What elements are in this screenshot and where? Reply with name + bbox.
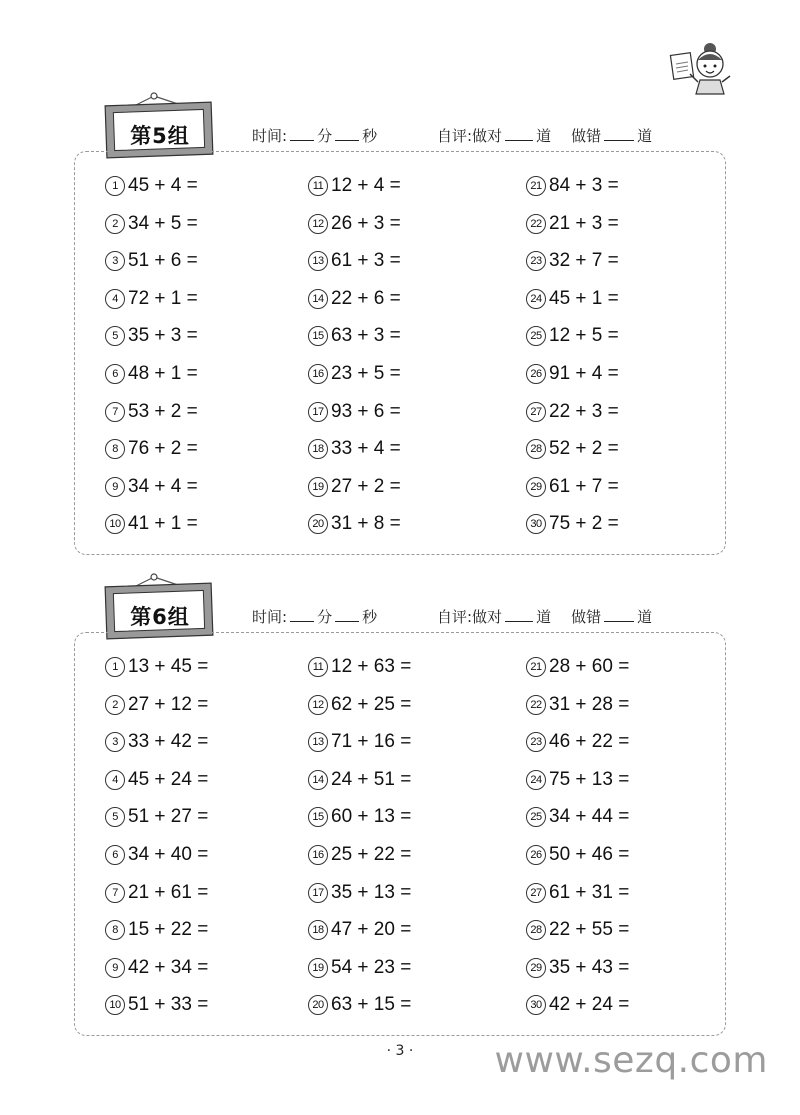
problem-number: 26 — [526, 364, 546, 384]
problem-expression: 12 + 4 = — [331, 175, 401, 196]
problem-number: 8 — [105, 439, 125, 459]
problem-expression: 51 + 27 = — [128, 806, 209, 828]
problem-item — [526, 653, 629, 681]
problem-expression: 48 + 1 = — [128, 363, 198, 384]
problem-item — [105, 954, 208, 982]
group-title-frame — [104, 90, 216, 160]
problem-expression: 31 + 28 = — [549, 693, 630, 715]
problem-item — [308, 285, 401, 313]
problem-expression: 72 + 1 = — [128, 287, 198, 309]
problem-item — [105, 360, 198, 388]
problem-number: 6 — [105, 364, 125, 384]
problem-item — [105, 285, 198, 313]
problem-number: 1 — [105, 657, 125, 677]
problem-expression: 54 + 23 = — [331, 956, 412, 978]
problem-item — [308, 766, 411, 794]
problem-item — [308, 841, 411, 869]
problem-number: 23 — [526, 251, 546, 271]
self-evaluation: 自评:做对 道 做错 道 — [437, 127, 653, 145]
problem-expression: 22 + 6 = — [331, 287, 401, 309]
problem-number: 5 — [105, 807, 125, 827]
problem-number: 28 — [526, 920, 546, 940]
problem-expression: 27 + 12 = — [128, 693, 209, 715]
wrong-count-blank[interactable] — [604, 607, 634, 622]
problem-expression: 52 + 2 = — [549, 438, 619, 460]
problem-expression: 21 + 3 = — [549, 212, 619, 234]
girl-holding-paper-icon — [668, 40, 734, 100]
problem-item — [105, 841, 208, 869]
problem-number: 24 — [526, 289, 546, 309]
problem-number: 26 — [526, 845, 546, 865]
problem-item — [526, 285, 619, 313]
problem-expression: 34 + 40 = — [128, 844, 209, 865]
problem-expression: 35 + 13 = — [331, 881, 412, 903]
problem-expression: 53 + 2 = — [128, 400, 198, 422]
problem-number: 30 — [526, 514, 546, 534]
problem-number: 9 — [105, 958, 125, 978]
problem-number: 10 — [105, 514, 125, 534]
problem-item — [308, 510, 401, 538]
problem-expression: 27 + 2 = — [331, 475, 401, 497]
problem-expression: 34 + 44 = — [549, 806, 630, 828]
problem-number: 20 — [308, 995, 328, 1015]
problem-box — [74, 151, 726, 555]
problem-number: 20 — [308, 514, 328, 534]
minutes-blank[interactable] — [290, 126, 314, 141]
problem-item — [526, 879, 629, 907]
problem-number: 5 — [105, 326, 125, 346]
problem-item — [526, 435, 619, 463]
problem-number: 19 — [308, 477, 328, 497]
problem-expression: 35 + 3 = — [128, 325, 198, 347]
problem-number: 18 — [308, 920, 328, 940]
problem-expression: 31 + 8 = — [331, 513, 401, 535]
problem-expression: 62 + 25 = — [331, 693, 412, 715]
problem-expression: 24 + 51 = — [331, 768, 412, 790]
problem-item — [526, 841, 629, 869]
problem-expression: 63 + 3 = — [331, 325, 401, 347]
problem-number: 27 — [526, 883, 546, 903]
problem-number: 7 — [105, 402, 125, 422]
problem-number: 7 — [105, 883, 125, 903]
problem-item — [526, 322, 619, 350]
problem-item — [105, 728, 208, 756]
problem-number: 15 — [308, 326, 328, 346]
problem-number: 16 — [308, 364, 328, 384]
self-evaluation: 自评:做对 道 做错 道 — [437, 608, 653, 626]
problem-number: 2 — [105, 695, 125, 715]
problem-expression: 23 + 5 = — [331, 363, 401, 384]
problem-number: 30 — [526, 995, 546, 1015]
problem-item — [105, 766, 208, 794]
watermark: www.sezq.com — [494, 1040, 768, 1081]
minutes-blank[interactable] — [290, 607, 314, 622]
problem-item — [526, 510, 619, 538]
problem-item — [526, 247, 619, 275]
group-title: 第6组 — [130, 605, 190, 629]
problem-number: 14 — [308, 289, 328, 309]
problem-number: 18 — [308, 439, 328, 459]
problem-number: 21 — [526, 176, 546, 196]
problem-expression: 93 + 6 = — [331, 400, 401, 422]
problem-expression: 25 + 22 = — [331, 844, 412, 865]
problem-item — [526, 803, 629, 831]
problem-number: 17 — [308, 402, 328, 422]
problem-item — [105, 322, 198, 350]
problem-number: 13 — [308, 732, 328, 752]
problem-number: 16 — [308, 845, 328, 865]
problem-item — [526, 991, 629, 1019]
problem-expression: 21 + 61 = — [128, 881, 209, 903]
problem-expression: 51 + 6 = — [128, 250, 198, 272]
problem-number: 3 — [105, 732, 125, 752]
problem-expression: 42 + 24 = — [549, 994, 630, 1016]
problem-item — [526, 210, 619, 238]
problem-item — [526, 954, 629, 982]
problem-expression: 42 + 34 = — [128, 956, 209, 978]
problem-number: 8 — [105, 920, 125, 940]
problem-number: 22 — [526, 214, 546, 234]
problem-item — [105, 435, 198, 463]
problem-number: 3 — [105, 251, 125, 271]
problem-expression: 15 + 22 = — [128, 919, 209, 941]
time-record: 时间: 分 秒 — [252, 127, 378, 145]
problem-item — [308, 879, 411, 907]
problem-item — [308, 991, 411, 1019]
problem-number: 28 — [526, 439, 546, 459]
problem-number: 24 — [526, 770, 546, 790]
page-number: · 3 · — [386, 1043, 414, 1059]
problem-number: 21 — [526, 657, 546, 677]
problem-expression: 22 + 55 = — [549, 919, 630, 941]
problem-number: 12 — [308, 695, 328, 715]
seconds-blank[interactable] — [335, 126, 359, 141]
problem-item — [308, 653, 411, 681]
problem-item — [526, 766, 629, 794]
problem-number: 19 — [308, 958, 328, 978]
problem-number: 12 — [308, 214, 328, 234]
problem-expression: 33 + 42 = — [128, 731, 209, 753]
problem-expression: 63 + 15 = — [331, 994, 412, 1016]
problem-expression: 75 + 2 = — [549, 513, 619, 535]
problem-item — [308, 435, 401, 463]
problem-number: 27 — [526, 402, 546, 422]
problem-item — [308, 803, 411, 831]
problem-number: 14 — [308, 770, 328, 790]
seconds-blank[interactable] — [335, 607, 359, 622]
problem-item — [526, 728, 629, 756]
problem-item — [308, 473, 401, 501]
problem-number: 25 — [526, 807, 546, 827]
problem-item — [526, 473, 619, 501]
problem-item — [308, 691, 411, 719]
problem-number: 25 — [526, 326, 546, 346]
problem-expression: 76 + 2 = — [128, 438, 198, 460]
problem-number: 11 — [308, 657, 328, 677]
problem-number: 15 — [308, 807, 328, 827]
problem-item — [308, 322, 401, 350]
problem-expression: 75 + 13 = — [549, 768, 630, 790]
problem-expression: 47 + 20 = — [331, 919, 412, 941]
problem-expression: 84 + 3 = — [549, 175, 619, 196]
problem-expression: 91 + 4 = — [549, 363, 619, 384]
problem-number: 1 — [105, 176, 125, 196]
problem-expression: 50 + 46 = — [549, 844, 630, 865]
problem-number: 29 — [526, 958, 546, 978]
problem-item — [526, 916, 629, 944]
problem-expression: 22 + 3 = — [549, 400, 619, 422]
problem-number: 4 — [105, 289, 125, 309]
problem-expression: 26 + 3 = — [331, 212, 401, 234]
problem-item — [308, 210, 401, 238]
problem-item — [105, 916, 208, 944]
problem-expression: 61 + 3 = — [331, 250, 401, 272]
problem-expression: 13 + 45 = — [128, 656, 209, 677]
problem-item — [308, 247, 401, 275]
problem-item — [526, 691, 629, 719]
problem-number: 17 — [308, 883, 328, 903]
problem-item — [308, 172, 401, 200]
problem-number: 10 — [105, 995, 125, 1015]
time-record: 时间: 分 秒 — [252, 608, 378, 626]
problem-item — [105, 473, 198, 501]
problem-expression: 34 + 4 = — [128, 475, 198, 497]
problem-item — [308, 916, 411, 944]
problem-expression: 12 + 63 = — [331, 656, 412, 677]
problem-expression: 45 + 1 = — [549, 287, 619, 309]
problem-expression: 41 + 1 = — [128, 513, 198, 535]
problem-item — [308, 728, 411, 756]
problem-expression: 32 + 7 = — [549, 250, 619, 272]
problem-expression: 12 + 5 = — [549, 325, 619, 347]
problem-item — [308, 954, 411, 982]
problem-number: 11 — [308, 176, 328, 196]
problem-item — [105, 653, 208, 681]
problem-item — [105, 172, 198, 200]
problem-expression: 28 + 60 = — [549, 656, 630, 677]
problem-item — [526, 172, 619, 200]
problem-number: 13 — [308, 251, 328, 271]
problem-expression: 35 + 43 = — [549, 956, 630, 978]
problem-number: 6 — [105, 845, 125, 865]
problem-expression: 46 + 22 = — [549, 731, 630, 753]
group-title-frame — [104, 571, 216, 641]
problem-number: 4 — [105, 770, 125, 790]
problem-item — [308, 360, 401, 388]
problem-item — [526, 398, 619, 426]
problem-box — [74, 632, 726, 1036]
problem-number: 2 — [105, 214, 125, 234]
problem-item — [105, 247, 198, 275]
problem-item — [308, 398, 401, 426]
group-title: 第5组 — [130, 124, 190, 148]
wrong-count-blank[interactable] — [604, 126, 634, 141]
problem-expression: 61 + 31 = — [549, 881, 630, 903]
problem-item — [105, 398, 198, 426]
problem-number: 22 — [526, 695, 546, 715]
problem-expression: 34 + 5 = — [128, 212, 198, 234]
problem-number: 29 — [526, 477, 546, 497]
problem-item — [105, 879, 208, 907]
problem-item — [105, 991, 208, 1019]
problem-item — [105, 691, 208, 719]
problem-item — [526, 360, 619, 388]
problem-expression: 71 + 16 = — [331, 731, 412, 753]
problem-number: 9 — [105, 477, 125, 497]
problem-expression: 60 + 13 = — [331, 806, 412, 828]
problem-expression: 33 + 4 = — [331, 438, 401, 460]
problem-item — [105, 210, 198, 238]
problem-number: 23 — [526, 732, 546, 752]
correct-count-blank[interactable] — [505, 607, 533, 622]
correct-count-blank[interactable] — [505, 126, 533, 141]
problem-expression: 45 + 24 = — [128, 768, 209, 790]
problem-item — [105, 803, 208, 831]
problem-expression: 45 + 4 = — [128, 175, 198, 196]
problem-expression: 51 + 33 = — [128, 994, 209, 1016]
problem-item — [105, 510, 198, 538]
problem-expression: 61 + 7 = — [549, 475, 619, 497]
